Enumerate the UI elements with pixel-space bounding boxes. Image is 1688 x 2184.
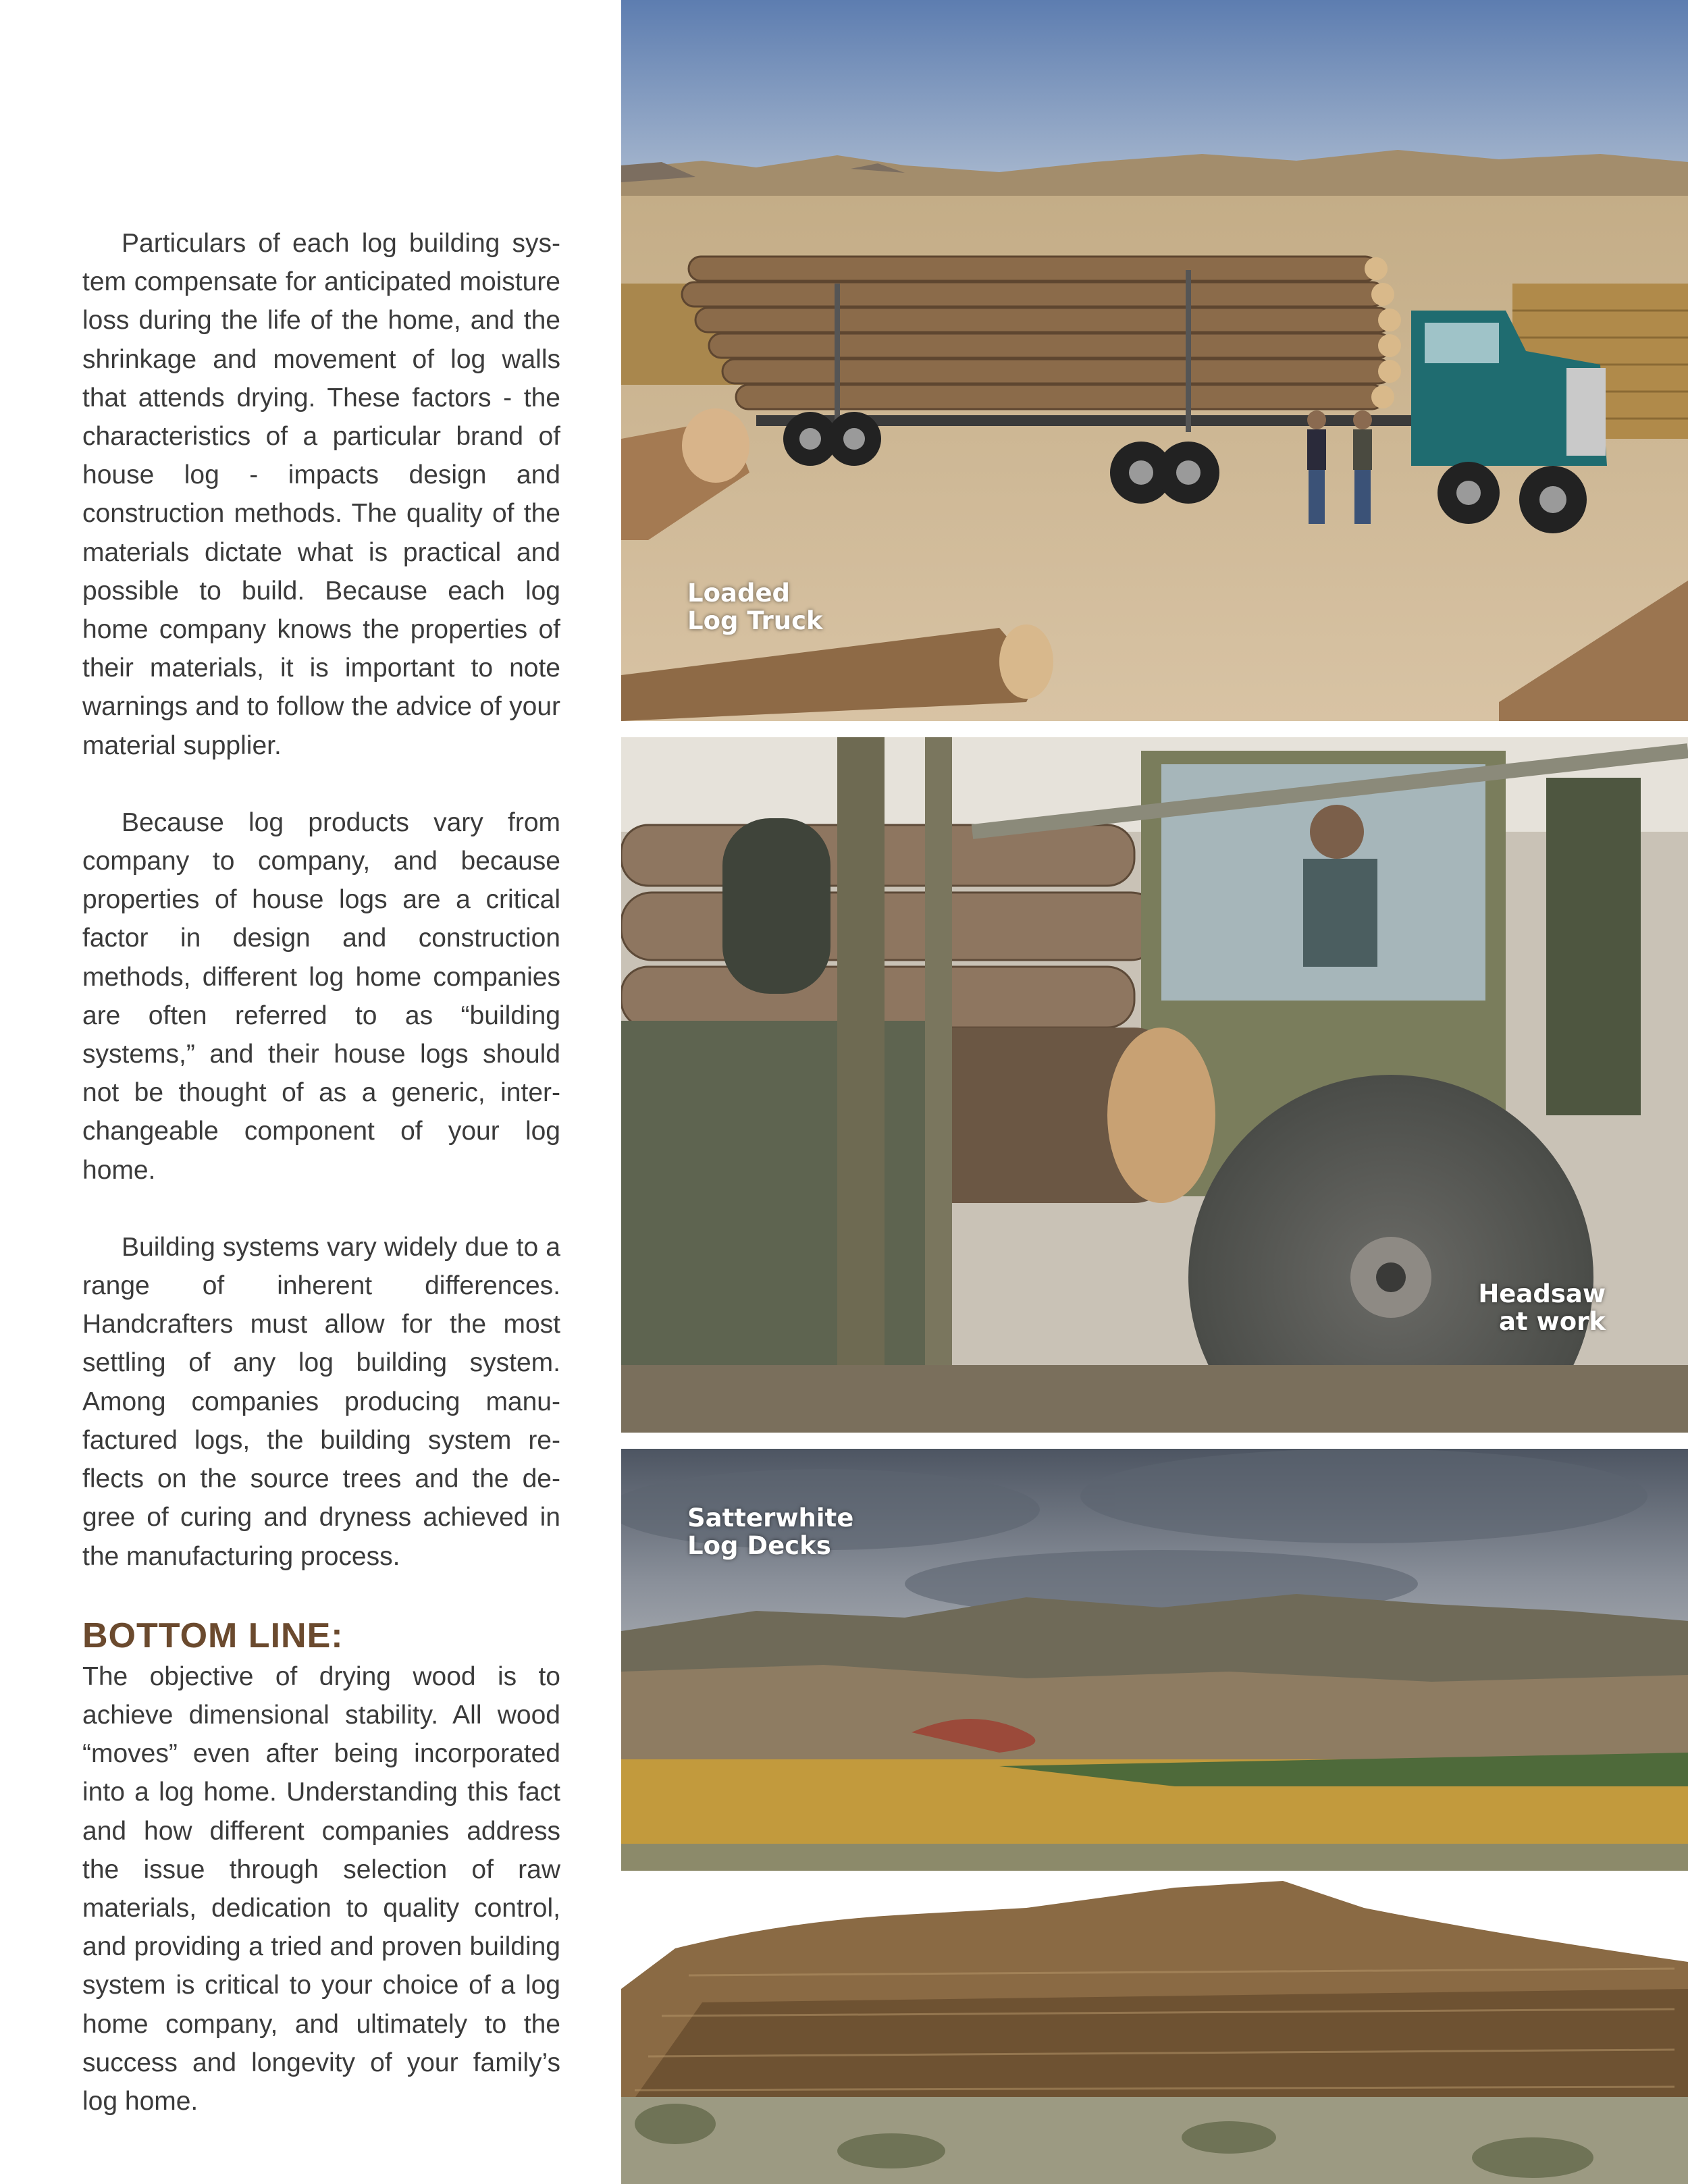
photo-headsaw-at-work (621, 737, 1688, 1433)
caption-headsaw-at-work (1478, 1280, 1606, 1335)
photo-loaded-log-truck (621, 0, 1688, 721)
body-paragraph: Because log products vary from company to company, and because properties of house logs are a critical factor in design and construction methods, different log home companies are often referred to as “building systems,” and their house logs should not be thought of as a generic, interchangeable component of your log home. (82, 807, 560, 1185)
caption-line: Headsaw (1478, 1279, 1606, 1308)
photo-satterwhite-log-decks (621, 1449, 1688, 2184)
caption-line: at work (1499, 1307, 1606, 1336)
bottom-line-paragraph: The objective of drying wood is to achieve dimensional stability. All wood “moves” even after being incorporated into a log home. Understanding this fact and how different companies address the issue through selection of raw materials, dedication to quality control, and providing a tried and proven building system is critical to your choice of a log home company, and ultimately to the success and longevity of your family’s log home. (82, 1661, 560, 2116)
caption-line: Loaded (687, 579, 791, 608)
caption-line: Log Truck (687, 606, 823, 635)
body-paragraph: Building systems vary widely due to a range of inherent differences. Handcrafters must allow for the most settling of any log building system. Among companies producing manufactured logs, the building system reflects on the source trees and the degree of curing and dryness achieved in the manufacturing process. (82, 1232, 560, 1571)
caption-line: Satterwhite (687, 1503, 854, 1533)
caption-satterwhite-log-decks (687, 1504, 853, 1560)
article-text-column (82, 224, 560, 2121)
caption-loaded-log-truck (687, 579, 823, 635)
caption-line: Log Decks (687, 1531, 831, 1560)
bottom-line-heading: BOTTOM LINE: (82, 1616, 344, 1655)
body-paragraph: Particulars of each log building system compensate for anticipated moisture loss during the life of the home, and the shrinkage and movement of log walls that attends drying. These factors - the characteristics of a particular brand of house log - impacts design and construction methods. The quality of the materials dictate what is practical and possible to build. Because each log home company knows the properties of their materials, it is important to note warnings and to follow the advice of your material supplier. (82, 229, 560, 760)
